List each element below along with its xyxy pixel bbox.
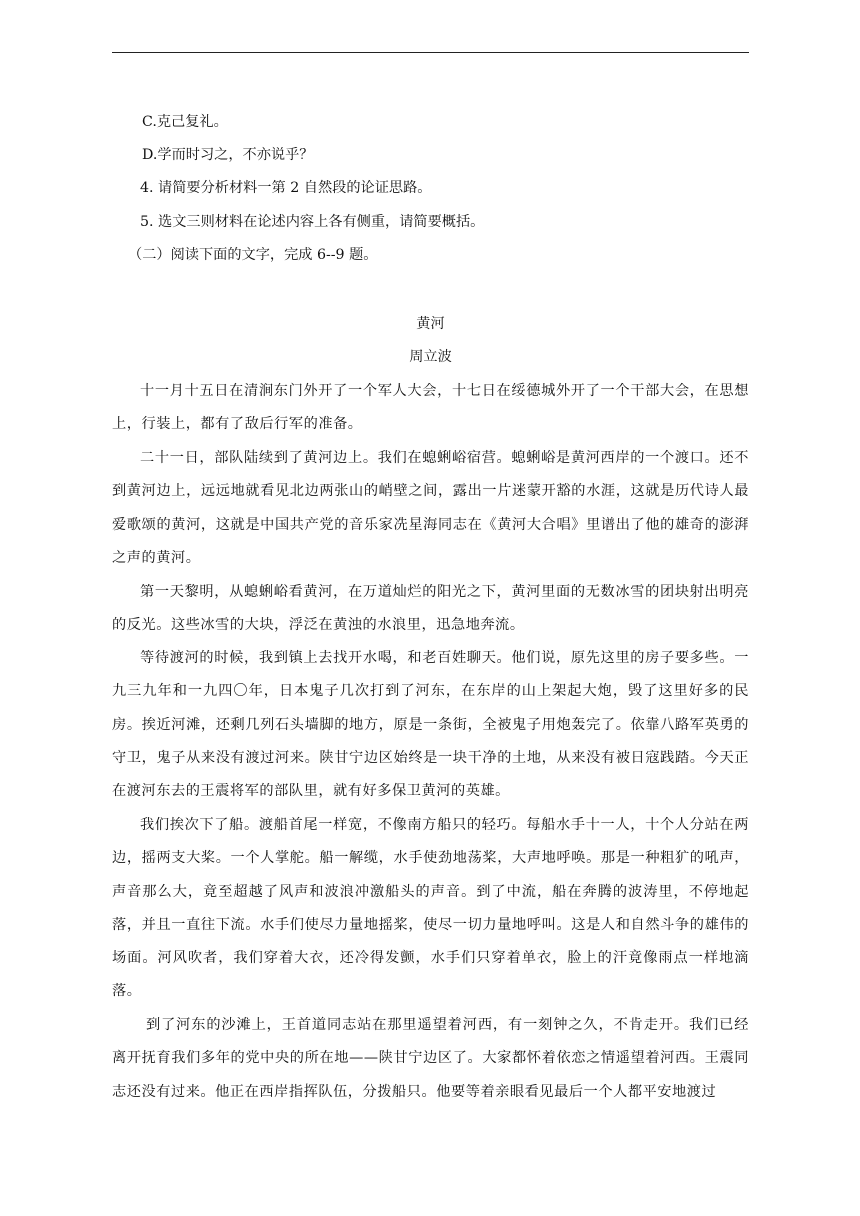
option-d: D.学而时习之，不亦说乎？ — [142, 147, 314, 163]
option-c: C.克己复礼。 — [142, 114, 228, 130]
article-paragraph: 等待渡河的时候，我到镇上去找开水喝，和老百姓聊天。他们说，原先这里的房子要多些。一九三九年和一九四〇年，日本鬼子几次打到了河东，在东岸的山上架起大炮，毁了这里好多的民房。挨近河滩，还剩几列石头墙脚的地方，原是一条街，全被鬼子用炮轰完了。依靠八路军英勇的守卫，鬼子从来没有渡过河来。陕甘宁边区始终是一块干净的土地，从来没有被日寇践踏。今天正在渡河东去的王震将军的部队里，就有好多保卫黄河的英雄。 — [112, 650, 749, 800]
header-rule — [112, 52, 749, 53]
article-paragraph: 二十一日，部队陆续到了黄河边上。我们在螅蜊峪宿营。螅蜊峪是黄河西岸的一个渡口。还不到黄河边上，远远地就看见北边两张山的峭壁之间，露出一片迷蒙开豁的水涯，这就是历代诗人最爱歌颂的黄河，这就是中国共产党的音乐家冼星海同志在《黄河大合唱》里谱出了他的雄奇的澎湃之声的黄河。 — [112, 450, 749, 566]
question-4: 4. 请简要分析材料一第 2 自然段的论证思路。 — [140, 180, 432, 196]
section-heading: （二）阅读下面的文字，完成 6--9 题。 — [128, 247, 378, 263]
article-author: 周立波 — [409, 349, 452, 365]
article-paragraph: 到了河东的沙滩上，王首道同志站在那里遥望着河西，有一刻钟之久，不肯走开。我们已经离开抚育我们多年的党中央的所在地——陕甘宁边区了。大家都怀着依恋之情遥望着河西。王震同志还没有过来。他正在西岸指挥队伍，分拨船只。他要等着亲眼看见最后一个人都平安地渡过 — [112, 1017, 749, 1100]
article-paragraph: 十一月十五日在清涧东门外开了一个军人大会，十七日在绥德城外开了一个干部大会，在思想上，行装上，都有了敌后行军的准备。 — [112, 383, 749, 433]
article-title: 黄河 — [416, 316, 445, 332]
article-paragraph: 我们挨次下了船。渡船首尾一样宽，不像南方船只的轻巧。每船水手十一人，十个人分站在两边，摇两支大桨。一个人掌舵。船一解缆，水手使劲地荡桨，大声地呼唤。那是一种粗犷的吼声，声音那么大，竟至超越了风声和波浪冲激船头的声音。到了中流，船在奔腾的波涛里，不停地起落，并且一直往下流。水手们使尽力量地摇桨，使尽一切力量地呼叫。这是人和自然斗争的雄伟的场面。河风吹者，我们穿着大衣，还冷得发颤，水手们只穿着单衣，脸上的汗竟像雨点一样地滴落。 — [112, 817, 749, 1000]
question-5: 5. 选文三则材料在论述内容上各有侧重，请简要概括。 — [140, 214, 485, 230]
article-paragraph: 第一天黎明，从螅蜊峪看黄河，在万道灿烂的阳光之下，黄河里面的无数冰雪的团块射出明亮的反光。这些冰雪的大块，浮泛在黄浊的水浪里，迅急地奔流。 — [112, 584, 749, 634]
